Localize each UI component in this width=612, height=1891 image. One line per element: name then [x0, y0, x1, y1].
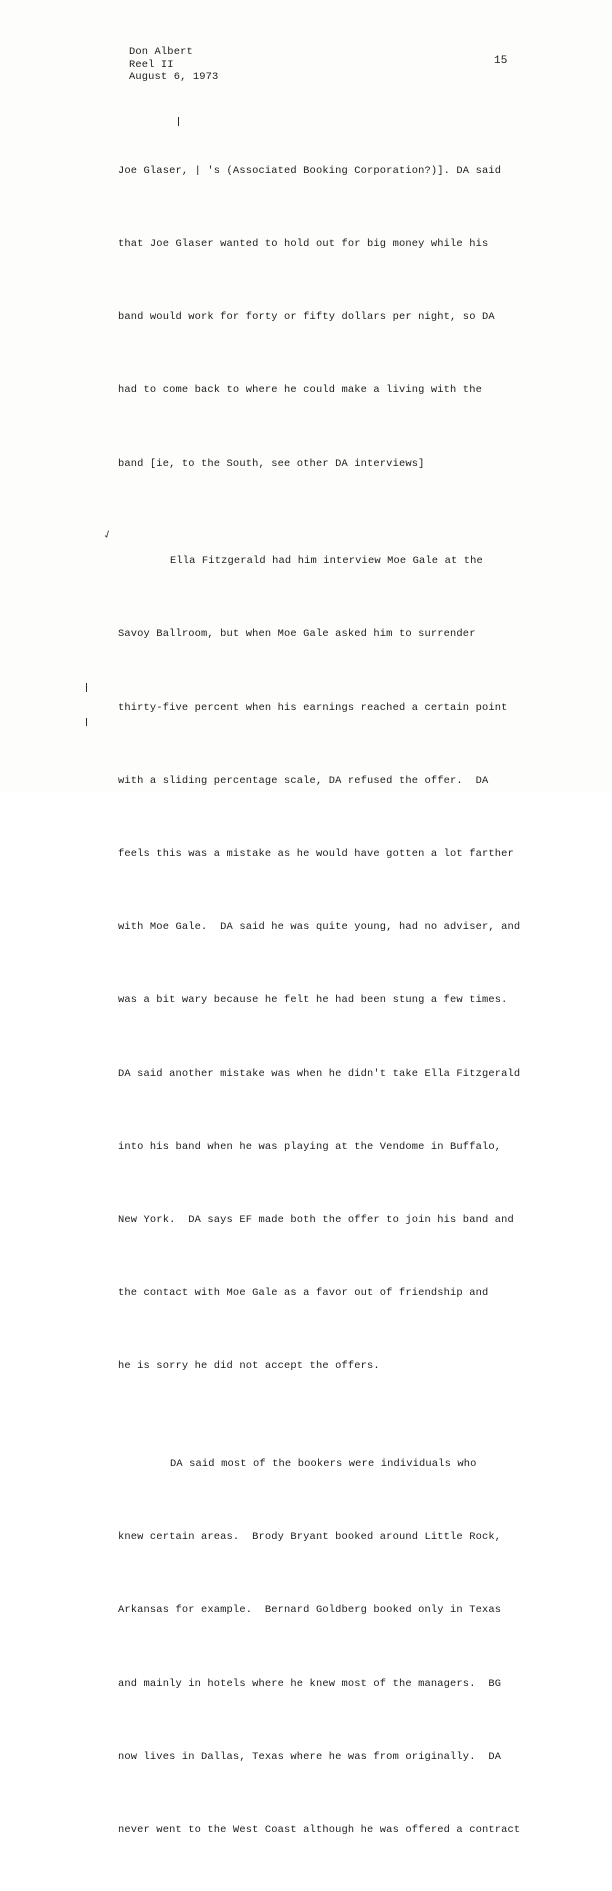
text-line: the contact with Moe Gale as a favor out of friendship and: [118, 1287, 489, 1300]
text-line: into his band when he was playing at the Vendome in Buffalo,: [118, 1140, 502, 1153]
scan-mark: [178, 117, 179, 126]
text-line: and mainly in hotels where he knew most of the managers. BG: [118, 1677, 502, 1690]
scan-mark: [86, 683, 87, 692]
text-line: Arkansas for example. Bernard Goldberg booked only in Texas: [118, 1604, 502, 1617]
text-line: Joe Glaser, | 's (Associated Booking Corporation?)]. DA said: [118, 164, 502, 177]
transcript-body: [118, 110, 520, 1891]
text-line: had to come back to where he could make a living with the: [118, 384, 482, 397]
text-line: knew certain areas. Brody Bryant booked around Little Rock,: [118, 1531, 502, 1544]
text-line: band [ie, to the South, see other DA interviews]: [118, 457, 425, 470]
scan-mark: [86, 718, 87, 726]
check-mark-icon: ✓: [101, 526, 115, 543]
text-line: feels this was a mistake as he would have gotten a lot farther: [118, 848, 514, 861]
text-line: Savoy Ballroom, but when Moe Gale asked him to surrender: [118, 628, 476, 641]
reel-number: Reel II: [129, 58, 174, 71]
text-line: with Moe Gale. DA said he was quite young, had no adviser, and: [118, 921, 521, 934]
text-line: DA said another mistake was when he didn't take Ella Fitzgerald: [118, 1067, 521, 1080]
page-header: [129, 46, 218, 84]
text-line: Ella Fitzgerald had him interview Moe Gale at the: [170, 555, 483, 568]
text-line: that Joe Glaser wanted to hold out for big money while his: [118, 238, 489, 251]
text-line: DA said most of the bookers were individuals who: [170, 1458, 477, 1471]
text-line: band would work for forty or fifty dollars per night, so DA: [118, 311, 495, 324]
page-number: 15: [494, 55, 508, 67]
text-line: never went to the West Coast although he was offered a contract: [118, 1824, 521, 1837]
text-line: was a bit wary because he felt he had been stung a few times.: [118, 994, 508, 1007]
interview-date: August 6, 1973: [129, 71, 219, 84]
interviewee-name: Don Albert: [129, 46, 193, 58]
text-line: now lives in Dallas, Texas where he was from originally. DA: [118, 1750, 502, 1763]
text-line: with a sliding percentage scale, DA refused the offer. DA: [118, 774, 489, 787]
text-line: New York. DA says EF made both the offer to join his band and: [118, 1214, 514, 1227]
text-line: thirty-five percent when his earnings reached a certain point: [118, 701, 508, 714]
text-line: he is sorry he did not accept the offers.: [118, 1360, 380, 1373]
